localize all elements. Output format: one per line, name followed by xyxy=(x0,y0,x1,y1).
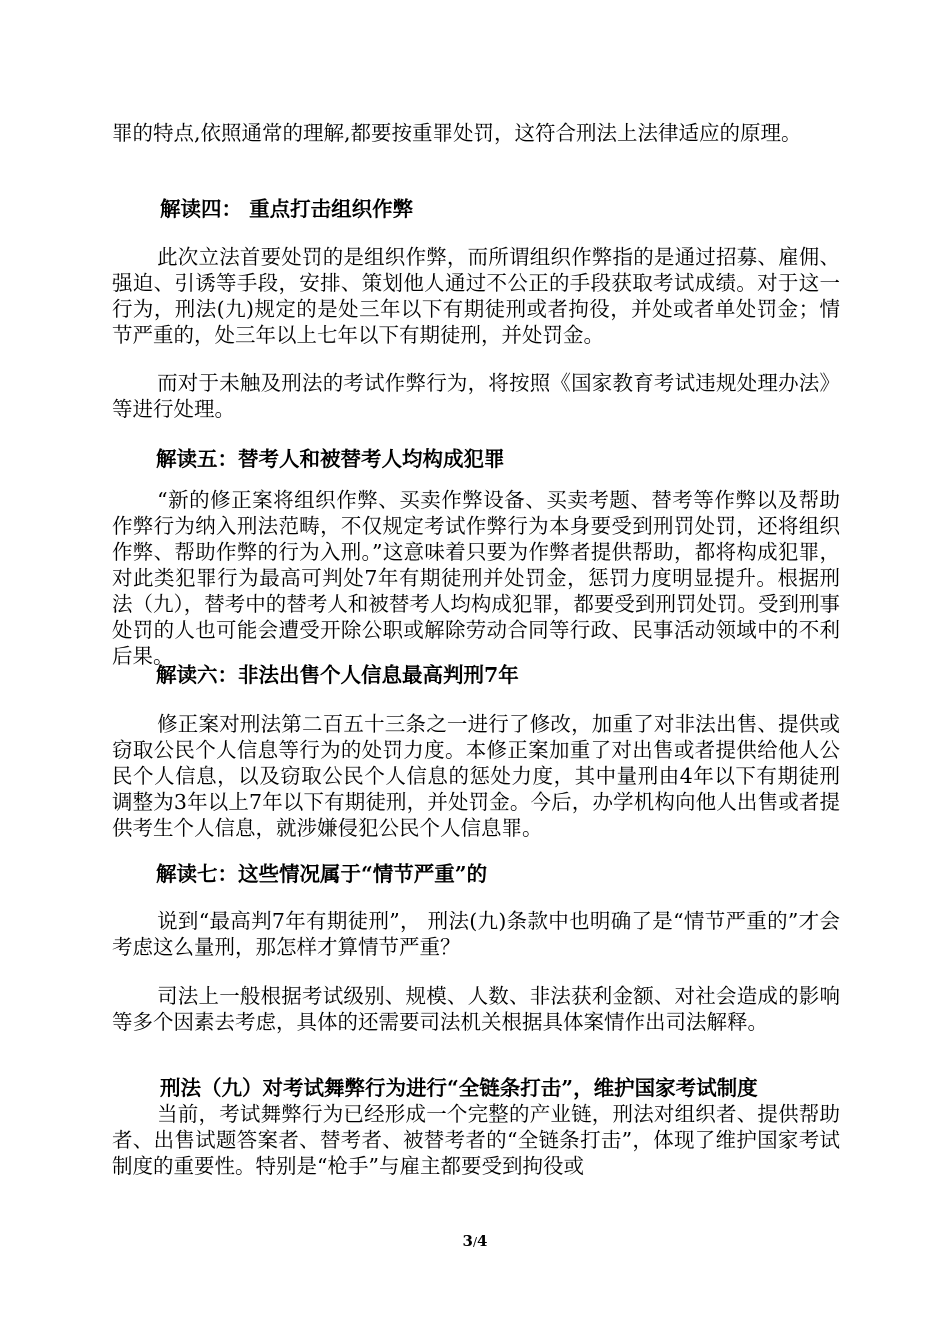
paragraph-serious-circumstances: 说到“最高判7年有期徒刑”， 刑法(九)条款中也明确了是“情节严重的”才会考虑这么量刑，那怎样才算情节严重？ xyxy=(112,909,840,959)
paragraph-judicial-factors: 司法上一般根据考试级别、规模、人数、非法获利金额、对社会造成的影响等多个因素去考虑，具体的还需要司法机关根据具体案情作出司法解释。 xyxy=(112,984,840,1034)
paragraph-non-criminal-cheating: 而对于未触及刑法的考试作弊行为，将按照《国家教育考试违规处理办法》等进行处理。 xyxy=(112,371,840,421)
paragraph-substitute-exam: “新的修正案将组织作弊、买卖作弊设备、买卖考题、替考等作弊以及帮助作弊行为纳入刑法范畴，不仅规定考试作弊行为本身要受到刑罚处罚，还将组织作弊、帮助作弊的行为入刑。”这意味着只要为作弊者提供帮助，都将构成犯罪，对此类犯罪行为最高可判处7年有期徒刑并处罚金，惩罚力度明显提升。根据刑法（九），替考中的替考人和被替考人均构成犯罪，都要受到刑罚处罚。受到刑事处罚的人也可能会遭受开除公职或解除劳动合同等行政、民事活动领域中的不利后果。 xyxy=(112,488,840,668)
heading-interpretation-6: 解读六：非法出售个人信息最高判刑7年 xyxy=(156,663,519,687)
heading-interpretation-5: 解读五：替考人和被替考人均构成犯罪 xyxy=(156,447,505,471)
page-number xyxy=(0,1232,950,1250)
paragraph-industry-chain: 当前，考试舞弊行为已经形成一个完整的产业链，刑法对组织者、提供帮助者、出售试题答案者、替考者、被替考者的“全链条打击”，体现了维护国家考试制度的重要性。特别是“枪手”与雇主都要受到拘役或 xyxy=(112,1102,840,1178)
paragraph-organized-cheating: 此次立法首要处罚的是组织作弊，而所谓组织作弊指的是通过招募、雇佣、强迫、引诱等手段，安排、策划他人通过不公正的手段获取考试成绩。对于这一行为，刑法(九)规定的是处三年以下有期徒刑或者拘役，并处或者单处罚金；情节严重的，处三年以上七年以下有期徒刑，并处罚金。 xyxy=(112,245,840,347)
page-total: 4 xyxy=(477,1232,488,1250)
heading-interpretation-7: 解读七：这些情况属于“情节严重”的 xyxy=(156,862,488,886)
heading-full-chain-strike: 刑法（九）对考试舞弊行为进行“全链条打击”，维护国家考试制度 xyxy=(160,1076,758,1100)
paragraph-continuation: 罪的特点,依照通常的理解,都要按重罪处罚，这符合刑法上法律适应的原理。 xyxy=(112,121,802,145)
heading-interpretation-4: 解读四： 重点打击组织作弊 xyxy=(160,197,414,221)
paragraph-personal-information: 修正案对刑法第二百五十三条之一进行了修改，加重了对非法出售、提供或窃取公民个人信息等行为的处罚力度。本修正案加重了对出售或者提供给他人公民个人信息，以及窃取公民个人信息的惩处力度，其中量刑由4年以下有期徒刑调整为3年以上7年以下有期徒刑，并处罚金。今后，办学机构向他人出售或者提供考生个人信息，就涉嫌侵犯公民个人信息罪。 xyxy=(112,712,840,840)
page-separator: / xyxy=(472,1235,478,1249)
page-current: 3 xyxy=(462,1232,473,1250)
